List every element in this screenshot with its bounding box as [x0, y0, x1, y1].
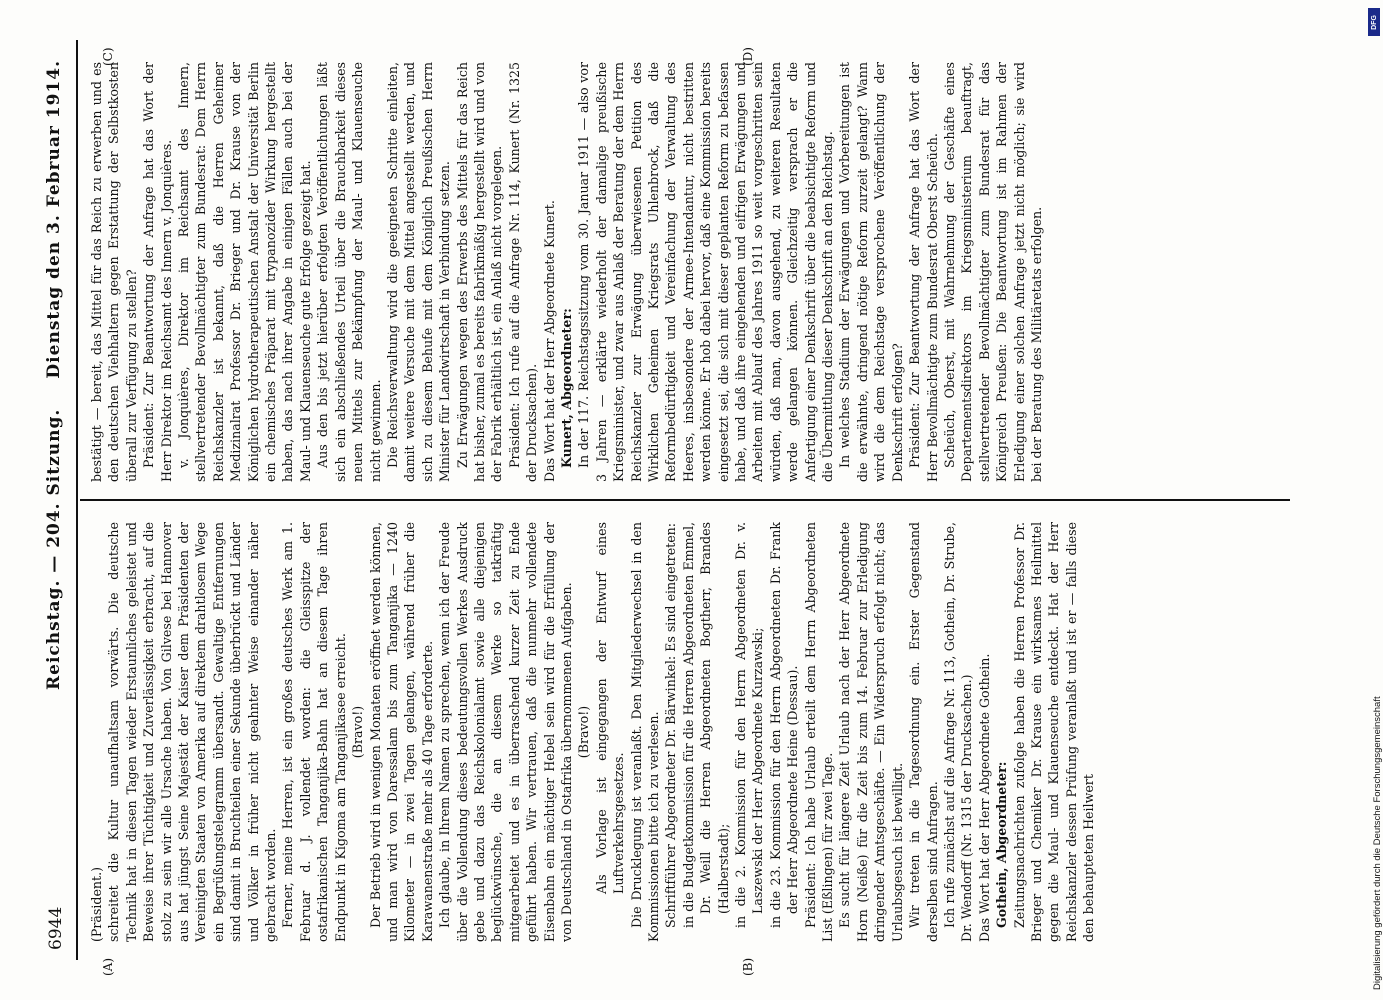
paragraph: In welches Stadium der Erwägungen und Vorbereitungen ist die erwähnte, dringend nötige Reform zurzeit gelangt? Wann wird die dem Reichstage versprochene Veröffentlichung der Denkschrift erfolgen? — [837, 62, 905, 482]
paragraph: Als Vorlage ist eingegangen der Entwurf eines Luftverkehrsgesetzes. — [593, 522, 627, 894]
paragraph: Der Betrieb wird in wenigen Monaten eröffnet werden können, und man wird von Daressalam bis zum Tanganjika — 1240 Kilometer — in zwei Tagen gelangen, während früher die Karawanenstraße mehr als 40 Tage erforderte. — [367, 522, 435, 942]
margin-marker-a: (A) — [101, 957, 115, 976]
dfg-logo: DFG — [1368, 8, 1380, 36]
margin-marker-c: (C) — [101, 47, 115, 66]
left-text-column — [88, 522, 1288, 942]
paragraph: Das Wort hat der Herr Abgeordnete Gothein. — [976, 653, 992, 942]
paragraph: Ferner, meine Herren, ist ein großes deutsches Werk am 1. Februar d. J. vollendet worden: die Gleisspitze der ostafrikanischen Tanganjika-Bahn hat an diesem Tage ihren Endpunkt in Kigoma am Tanganjikasee erreicht. — [280, 522, 348, 942]
interjection: (Bravo!) — [350, 705, 366, 759]
paragraph: Ich rufe zunächst auf die Anfrage Nr. 113, Gothein, Dr. Strube, Dr. Wendorff (Nr. 1315 der Drucksachen.) — [941, 522, 975, 942]
speaker-paragraph: Schriftführer Abgeordneter Dr. Bärwinkel: Es sind eingetreten: — [663, 522, 679, 928]
paragraph: Die Reichsverwaltung wird die geeigneten Schritte einleiten, damit weitere Versuche mit dem Mittel angestellt werden, und sich zu diesem Behufe mit dem Königlich Preußischen Herrn Minister für Landwirtschaft in Verbindung setzen. — [384, 62, 453, 482]
paragraph: schreitet die Kultur unaufhaltsam vorwärts. Die deutsche Technik hat in diesen Tagen wieder Erstaunliches geleistet und Beweise ihrer Tüchtigkeit und Zuverlässigkeit erbracht, auf die stolz zu sein wir alle Ursache haben. Von Gilvese bei Hannover aus hat jüngst Seine Majestät der Kaiser dem Präsidenten der Vereinigten Staaten von Amerika auf direktem drahtlosem Wege ein Begrüßungstelegramm übersandt. Gewaltige Entfernungen sind damit in Bruchteilen einer Sekunde überbrückt und Länder und Völker in früher nicht geahnter Weise einander näher gebracht worden. — [106, 522, 279, 942]
paragraph: bestätigt — bereit, das Mittel für das Reich zu erwerben und es den deutschen Viehhaltern gegen Erstattung der Selbstkosten überall zur Verfügung zu stellen? — [89, 62, 139, 482]
header-session: Reichstag. — 204. Sitzung. — [44, 408, 64, 690]
paragraph: Aus den bis jetzt hierüber erfolgten Veröffentlichungen läßt sich ein abschließendes Urteil über die Brauchbarkeit dieses neuen Mittels zur Bekämpfung der Maul- und Klauenseuche nicht gewinnen. — [315, 62, 383, 482]
speaker-paragraph: Präsident: Ich habe Urlaub erteilt dem Herrn Abgeordneten List (Eßlingen) für zwei Tage. — [802, 522, 836, 942]
interjection: (Bravo!) — [576, 705, 592, 759]
paragraph: Die Drucklegung ist veranlaßt. Den Mitgliederwechsel in den Kommissionen bitte ich zu verlesen. — [628, 522, 661, 942]
list-item: in die Budgetkommission für die Herren Abgeordneten Emmel, Dr. Weill die Herren Abgeordneten Bogtherr, Brandes (Halberstadt); — [680, 522, 731, 928]
page-number: 6944 — [46, 906, 66, 950]
paragraph: Ich glaube, in Ihrem Namen zu sprechen, wenn ich der Freude über die Vollendung dieses bedeutungsvollen Werkes Ausdruck gebe und dazu das Reichskolonialamt sowie alle diejenigen beglückwünsche, die an diesem Werke so tatkräftig mitgearbeitet und es in überraschend kurzer Zeit zu Ende geführt haben. Wir vertrauen, daß die nunmehr vollendete Eisenbahn ein mächtiger Hebel sein wird für die Erfüllung der von Deutschland in Ostafrika übernommenen Aufgaben. — [437, 522, 574, 942]
rotated-document-page — [40, 40, 1300, 976]
paragraph: Das Wort hat der Herr Abgeordnete Kunert. — [541, 200, 557, 482]
speaker-tag: Kunert, Abgeordneter: — [558, 308, 574, 468]
list-item: in die 2. Kommission für den Herrn Abgeordneten Dr. v. Laszewski der Herr Abgeordnete Kurzawski; — [733, 522, 766, 928]
digitization-note: Digitalisierung gefördert durch die Deutsche Forschungsgemeinschaft — [1372, 696, 1383, 990]
speaker-tag: Gothein, Abgeordneter: — [994, 761, 1010, 928]
speaker-tag: (Präsident.) — [89, 866, 104, 942]
margin-marker-b: (B) — [741, 957, 755, 976]
speaker-paragraph: Präsident: Zur Beantwortung der Anfrage hat das Wort der Herr Direktor im Reichsamt des Innern v. Jonquières. — [141, 62, 174, 482]
page-header — [40, 40, 80, 960]
speaker-paragraph: Scheüch, Oberst, mit Wahrnehmung der Geschäfte eines Departementsdirektors im Kriegsministerium beauftragt, stellvertretender Bevollmächtigter zum Bundesrat für das Königreich Preußen: Die Beantwortung ist im Rahmen der Erledigung einer solchen Anfrage jetzt nicht möglich; sie wird bei der Beratung des Militäretats erfolgen. — [941, 62, 1044, 482]
speaker-paragraph: Präsident: Zur Beantwortung der Anfrage hat das Wort der Herr Bevollmächtigte zum Bundesrat Oberst Scheüch. — [907, 62, 940, 482]
paragraph: Wir treten in die Tagesordnung ein. Erster Gegenstand derselben sind Anfragen. — [907, 522, 940, 942]
margin-marker-d: (D) — [741, 47, 755, 66]
paragraph: Zeitungsnachrichten zufolge haben die Herren Professor Dr. Brieger und Chemiker Dr. Krause ein wirksames Heilmittel gegen die Maul- und Klauenseuche entdeckt. Hat der Herr Reichskanzler dessen Prüfung veranlaßt und ist er — falls diese den behaupteten Heilwert — [1011, 522, 1097, 942]
paragraph: Zu Erwägungen wegen des Erwerbs des Mittels für das Reich hat bisher, zumal es bereits fabrikmäßig hergestellt wird und von der Fabrik erhältlich ist, ein Anlaß nicht vorgelegen. — [454, 62, 505, 482]
paragraph: Es sucht für längere Zeit Urlaub nach der Herr Abgeordnete Horn (Neiße) für die Zeit bis zum 14. Februar zur Erledigung dringender Amtsgeschäfte. — Ein Widerspruch erfolgt nicht; das Urlaubsgesuch ist bewilligt. — [837, 522, 905, 942]
header-date: Dienstag den 3. Februar 1914. — [44, 60, 64, 379]
speaker-paragraph: v. Jonquières, Direktor im Reichsamt des Innern, stellvertretender Bevollmächtigter zum Bundesrat: Dem Herrn Reichskanzler ist bekannt, daß die Herren Geheimer Medizinalrat Professor Dr. Brieger und Dr. Krause von der Königlichen hydrotherapeutischen Anstalt der Universität Berlin ein chemisches Präparat mit trypanozider Wirkung hergestellt haben, das nach ihrer Angabe in einigen Fällen auch bei der Maul- und Klauenseuche gute Erfolge gezeigt hat. — [176, 62, 313, 482]
column-divider — [80, 499, 1290, 501]
right-text-column — [88, 62, 1288, 482]
speaker-paragraph: Präsident: Ich rufe auf die Anfrage Nr. 114, Kunert (Nr. 1325 der Drucksachen). — [506, 62, 540, 482]
header-rule — [76, 40, 78, 960]
paragraph: In der 117. Reichstagssitzung vom 30. Januar 1911 — also vor 3 Jahren — erklärte wiederholt der damalige preußische Kriegsminister, und zwar aus Anlaß der Beratung der dem Herrn Reichskanzler zur Erwägung überwiesenen Petition des Wirklichen Geheimen Kriegsrats Uhlenbrock, daß die Reformbedürftigkeit und Vereinfachung der Verwaltung des Heeres, insbesondere der Armee-Intendantur, nicht bestritten werden könne. Er hob dabei hervor, daß eine Kommission bereits eingesetzt sei, die sich mit dieser geplanten Reform zu befassen habe, und daß ihre eingehenden und eifrigen Erwägungen und Arbeiten mit Ablauf des Jahres 1911 so weit vorgeschritten sein würden, daß man, davon ausgehend, zu weiteren Resultaten werde gelangen können. Gleichzeitig versprach er die Anfertigung einer Denkschrift über die beabsichtigte Reform und die Übermittlung dieser Denkschrift an den Reichstag. — [576, 62, 836, 482]
list-item: in die 23. Kommission für den Herrn Abgeordneten Dr. Frank der Herr Abgeordnete Heine (Dessau). — [767, 522, 801, 928]
